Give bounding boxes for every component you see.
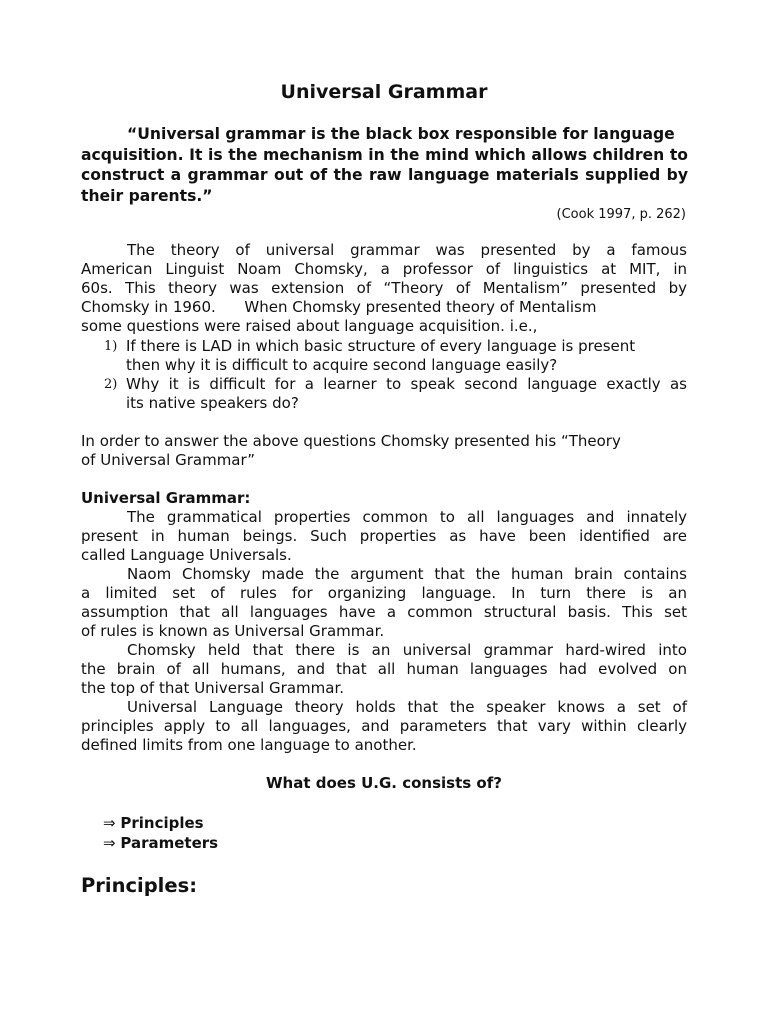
paragraph-line: the brain of all humans, and that all human languages had evolved on: [81, 660, 687, 678]
paragraph-line: of rules is known as Universal Grammar.: [81, 622, 385, 640]
implies-arrow-icon: ⇒: [103, 834, 116, 852]
answer-line: In order to answer the above questions Chomsky presented his “Theory: [81, 432, 621, 450]
list-number: 2): [104, 377, 118, 392]
implies-arrow-icon: ⇒: [103, 814, 116, 832]
paragraph-line: The grammatical properties common to all languages and innately: [127, 508, 687, 526]
answer-line: of Universal Grammar”: [81, 451, 256, 469]
consists-question: What does U.G. consists of?: [266, 774, 502, 792]
bullet-item: [103, 834, 218, 852]
quote-citation: (Cook 1997, p. 262): [556, 207, 686, 222]
quote-line: construct a grammar out of the raw language materials supplied by: [81, 166, 688, 184]
paragraph-line: Universal Language theory holds that the speaker knows a set of: [127, 698, 687, 716]
list-item-line: Why it is difficult for a learner to speak second language exactly as: [126, 375, 687, 393]
quote-line: “Universal grammar is the black box responsible for language: [127, 125, 675, 143]
section-heading: Universal Grammar:: [81, 489, 251, 507]
paragraph-line: Chomsky held that there is an universal grammar hard-wired into: [127, 641, 687, 659]
list-item-line: then why it is difficult to acquire second language easily?: [126, 356, 558, 374]
list-item-line: its native speakers do?: [126, 394, 299, 412]
bullet-item: [103, 814, 204, 832]
bullet-label: Parameters: [120, 834, 219, 852]
paragraph-line: present in human beings. Such properties as have been identified are: [81, 527, 687, 545]
quote-line: their parents.”: [81, 187, 213, 205]
bullet-label: Principles: [120, 814, 204, 832]
intro-line: Chomsky in 1960. When Chomsky presented theory of Mentalism: [81, 298, 597, 316]
paragraph-line: principles apply to all languages, and parameters that vary within clearly: [81, 717, 687, 735]
intro-line: some questions were raised about language acquisition. i.e.,: [81, 317, 538, 335]
list-item-line: If there is LAD in which basic structure of every language is present: [126, 337, 636, 355]
paragraph-line: assumption that all languages have a common structural basis. This set: [81, 603, 687, 621]
paragraph-line: called Language Universals.: [81, 546, 292, 564]
intro-line: American Linguist Noam Chomsky, a professor of linguistics at MIT, in: [81, 260, 687, 278]
page-title: Universal Grammar: [280, 81, 488, 103]
paragraph-line: the top of that Universal Grammar.: [81, 679, 345, 697]
intro-line: The theory of universal grammar was presented by a famous: [127, 241, 687, 259]
paragraph-line: Naom Chomsky made the argument that the human brain contains: [127, 565, 687, 583]
list-number: 1): [104, 339, 118, 354]
intro-line: 60s. This theory was extension of “Theory of Mentalism” presented by: [81, 279, 687, 297]
paragraph-line: defined limits from one language to another.: [81, 736, 417, 754]
quote-line: acquisition. It is the mechanism in the mind which allows children to: [81, 146, 688, 164]
paragraph-line: a limited set of rules for organizing language. In turn there is an: [81, 584, 687, 602]
principles-heading: Principles:: [81, 874, 197, 897]
